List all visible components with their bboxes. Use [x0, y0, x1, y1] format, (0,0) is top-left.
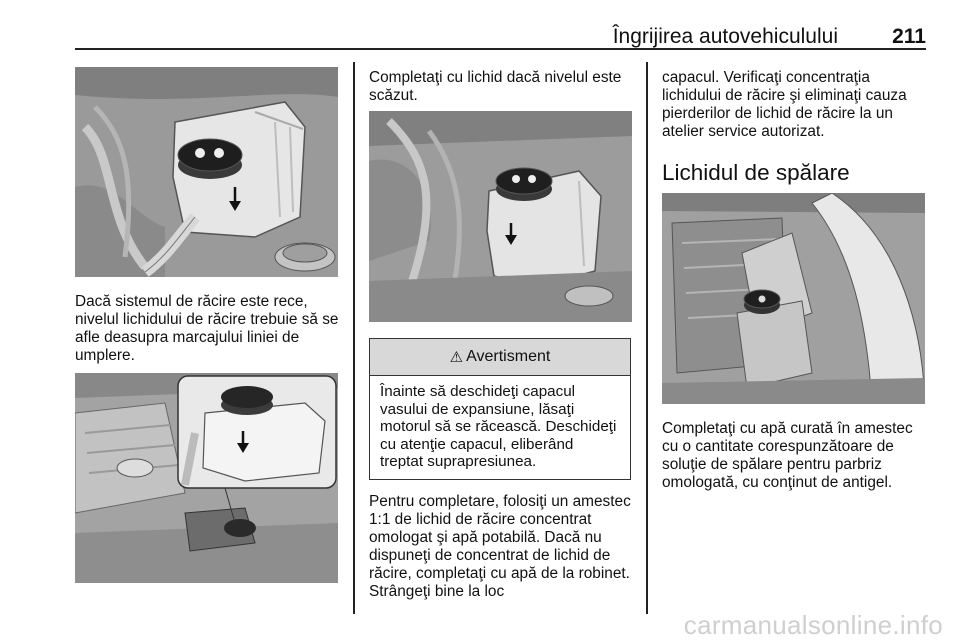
header-rule — [75, 48, 926, 50]
coolant-mixture-paragraph: Pentru completare, folosiţi un amestec 1:1 de lichid de răcire concentrat omologat şi apă potabilă. Dacă nu dispuneţi de concentrat de lichid de răcire, completaţi cu apă de la robinet. Strângeţi bine la loc — [369, 493, 631, 600]
figure-coolant-reservoir-closeup — [75, 67, 338, 277]
engine-illustration-3 — [369, 111, 632, 322]
engine-illustration-1 — [75, 67, 338, 277]
page-number: 211 — [892, 25, 926, 48]
coolant-level-paragraph: Dacă sistemul de răcire este rece, nivelul lichidului de răcire trebuie să se afle deasupra marcajului liniei de umplere. — [75, 293, 339, 364]
washer-fluid-paragraph: Completaţi cu apă curată în amestec cu o cantitate corespunzătoare de soluţie de spălare pentru parbriz omologată, cu conţinut de antigel. — [662, 420, 913, 491]
figure-reservoir-level-arrow — [369, 111, 632, 322]
column-divider-2 — [646, 62, 648, 614]
warning-title: Avertisment — [466, 348, 551, 365]
engine-illustration-4 — [662, 193, 925, 404]
coolant-check-paragraph: capacul. Verificaţi concentraţia lichidului de răcire şi eliminaţi cauza pierderilor de lichid de răcire la un atelier service autorizat. — [662, 69, 907, 140]
page-header — [75, 20, 926, 50]
figure-washer-reservoir — [662, 193, 925, 404]
warning-triangle-icon: ⚠ — [449, 349, 464, 366]
warning-header — [370, 339, 630, 376]
warning-body: Înainte să deschideţi capacul vasului de expansiune, lăsaţi motorul să se răcească. Deschideţi cu atenţie capacul, eliberând treptat suprapresiunea. — [380, 383, 617, 471]
section-title-washer-fluid: Lichidul de spălare — [662, 160, 850, 185]
figure-coolant-reservoir-overview — [75, 373, 338, 583]
watermark: carmanualsonline.info — [683, 610, 943, 640]
top-up-paragraph: Completaţi cu lichid dacă nivelul este scăzut. — [369, 69, 622, 104]
warning-box — [369, 338, 631, 480]
header-title: Îngrijirea autovehiculului — [612, 25, 838, 48]
column-divider-1 — [353, 62, 355, 614]
engine-illustration-2 — [75, 373, 338, 583]
